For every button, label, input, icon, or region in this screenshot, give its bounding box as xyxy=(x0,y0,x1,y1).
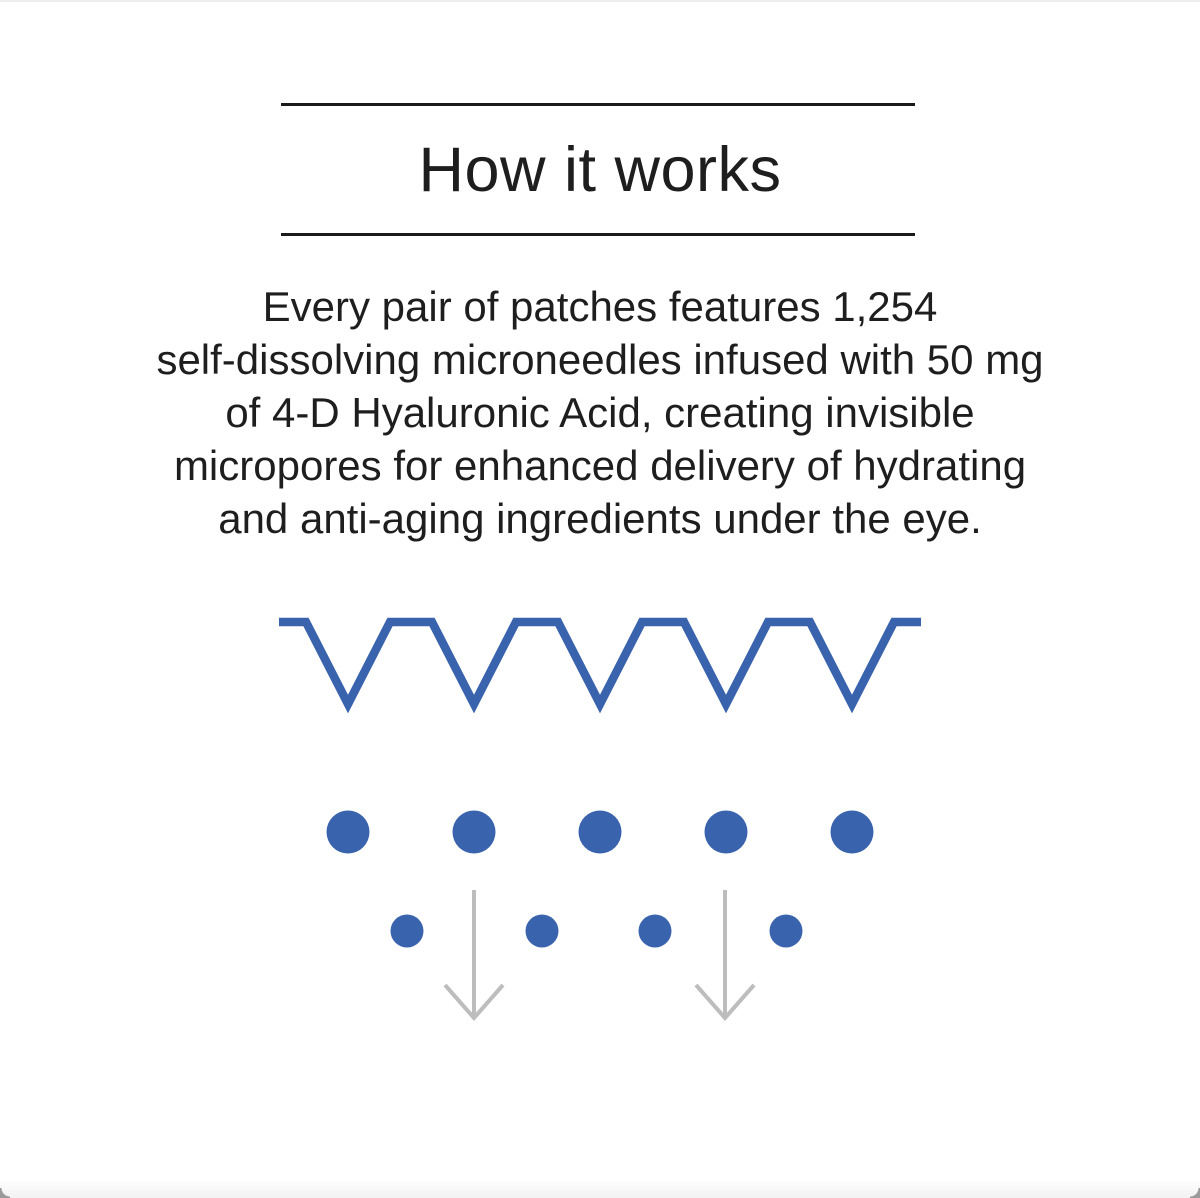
description-line: self-dissolving microneedles infused with 50 mg xyxy=(156,336,1044,383)
serum-dot-large xyxy=(705,811,748,854)
serum-dot-large xyxy=(453,811,496,854)
description-line: micropores for enhanced delivery of hydrating xyxy=(173,442,1027,489)
microneedle-zigzag xyxy=(279,622,921,704)
serum-dot-small xyxy=(391,915,424,948)
page-title: How it works xyxy=(418,135,782,205)
description-line: Every pair of patches features 1,254 xyxy=(262,283,938,330)
delivery-arrow-icon xyxy=(445,890,503,1018)
serum-dot-large xyxy=(327,811,370,854)
serum-dot-large xyxy=(831,811,874,854)
serum-dot-large xyxy=(579,811,622,854)
serum-dot-small xyxy=(639,915,672,948)
description-line: and anti-aging ingredients under the eye. xyxy=(218,495,982,542)
serum-dot-small xyxy=(770,915,803,948)
bottom-shadow xyxy=(0,1180,1200,1198)
delivery-arrow-icon xyxy=(696,890,754,1018)
rounded-corner-left xyxy=(0,1188,10,1198)
serum-dot-small xyxy=(526,915,559,948)
rounded-corner-right xyxy=(1190,1188,1200,1198)
description-line: of 4-D Hyaluronic Acid, creating invisible xyxy=(225,389,975,436)
